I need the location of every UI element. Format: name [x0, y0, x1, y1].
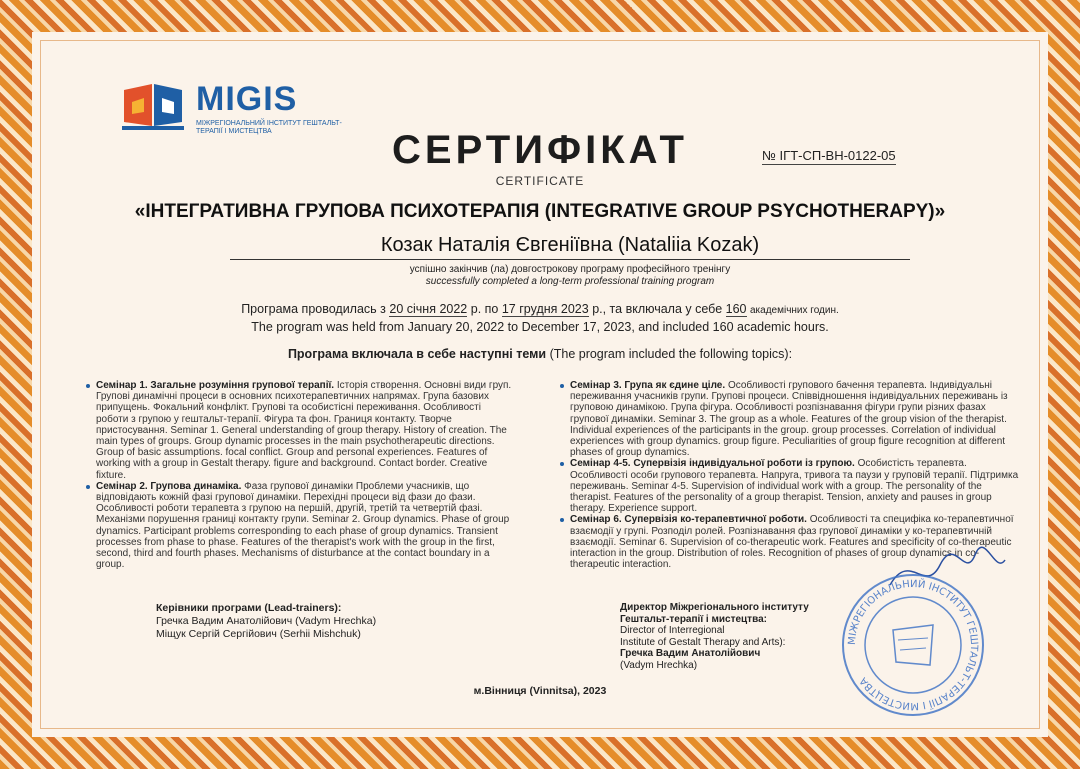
- topic-text: Фаза групової динаміки Проблеми учасників, що відповідають кожній фазі групової динаміки. Перехідні процеси від фази до фази. Особливості роботи терапевта з групою на першій, другій, третій та четвертій фазі. Механізми порушення границі контакту групи. Seminar 2. Group dynamics. Phase of group dynamics. Participant problems corresponding to each phase of group dynamics. Transient processes from phase to phase. Features of the therapist's work with the group in the first, second, third and fourth phases. Mechanisms of disturbance at the contact boundary in a group.: [96, 480, 510, 571]
- lead-trainers-heading: Керівники програми (Lead-trainers):: [156, 602, 342, 614]
- held-mid1: р. по: [470, 302, 499, 316]
- certificate-title: СЕРТИФІКАТ: [392, 128, 688, 172]
- topic-item: [86, 380, 516, 481]
- logo-name: MIGIS: [196, 80, 298, 118]
- topic-text: Особливості та специфіка ко-терапевтичної взаємодії у групі. Розподіл ролей. Розпізнавання фаз групової динаміки у ко-терапевтичній взаємодії. Seminar 6. Supervision of co-therapeutic work. Features and specificity of co-therapeutic interaction in the group. Distribution of roles. Recognition of phases of group dynamics in co-therapeutic interaction.: [570, 514, 1014, 571]
- topics-left-column: [86, 380, 516, 570]
- trainer-name: Міщук Сергій Сергійович (Serhii Mishchuk): [156, 628, 361, 640]
- completed-text-uk: успішно закінчив (ла) довгострокову програму професійного тренінгу: [409, 264, 731, 275]
- migis-logo: [122, 76, 342, 136]
- topics-heading: [100, 347, 980, 361]
- logo-subtitle: МІЖРЕГІОНАЛЬНИЙ ІНСТИТУТ ГЕШТАЛЬТ-ТЕРАПІЇ І МИСТЕЦТВА: [196, 120, 342, 135]
- migis-logo-icon: [122, 82, 184, 132]
- recipient-name: Козак Наталія Євгеніївна (Nataliia Kozak): [230, 234, 910, 260]
- completed-text-en: successfully completed a long-term professional training program: [425, 276, 715, 287]
- topic-title: Семінар 2. Групова динаміка.: [96, 480, 242, 492]
- topic-title: Семінар 1. Загальне розуміння групової терапії.: [96, 380, 335, 391]
- program-title: «ІНТЕГРАТИВНА ГРУПОВА ПСИХОТЕРАПІЯ (INTEGRATIVE GROUP PSYCHOTHERAPY)»: [134, 201, 946, 222]
- lead-trainers: [156, 602, 516, 641]
- director-block: [620, 602, 860, 671]
- topic-text: Історія створення. Основні види груп. Групові динамічні процеси в основних психотерапевтичних напрямах. Група базових припущень. Фокальний конфлікт. Групові та особистісні переживання. Особливості роботи з групою у гештальт-терапії. Фігура та фон. Границя контакту. Творче пристосування. Seminar 1. General understanding of group therapy. History of creation. The main types of groups. Group dynamic processes in the main psychotherapeutic directions. Group of basic assumptions. focal conflict. Group and personal experiences. Features of working with a group in Gestalt therapy. figure and background. Contact border. Creative fixture.: [96, 380, 512, 481]
- held-mid2: р., та включала у себе: [592, 302, 723, 316]
- program-dates-uk: [100, 302, 980, 316]
- stamp-text: МІЖРЕГІОНАЛЬНИЙ ІНСТИТУТ ГЕШТАЛЬТ-ТЕРАПІЇ І МИСТЕЦТВА: [846, 578, 980, 712]
- director-name-en: (Vadym Hrechka): [620, 659, 698, 671]
- topics-heading-uk: Програма включала в себе наступні теми: [287, 347, 547, 361]
- held-prefix: Програма проводилась з: [241, 302, 386, 316]
- topic-title: Семінар 4-5. Супервізія індивідуальної роботи із групою.: [570, 458, 855, 470]
- topic-title: Семінар 6. Супервізія ко-терапевтичної роботи.: [570, 514, 807, 526]
- certificate-subtitle: CERTIFICATE: [495, 174, 585, 188]
- topics-heading-en: (The program included the following topics):: [549, 347, 793, 361]
- trainer-name: Гречка Вадим Анатолійович (Vadym Hrechka): [156, 615, 377, 627]
- held-suffix: академічних годин.: [749, 305, 839, 316]
- hours: 160: [725, 302, 747, 316]
- certificate-number: № ІГТ-СП-ВН-0122-05: [762, 148, 896, 163]
- topic-text: Особливості групового бачення терапевта. Індивідуальні переживання учасників групи. Групові процеси. Співвідношення індивідуальних переживань із груповою динамікою. Група фігура. Особливості розпізнавання фігури групи різних фазах групової динаміки. Seminar 3. The group as a whole. Features of the group vision of the therapist. Individual experiences of the participants in the group. group processes. Correlation of individual experiences with group dynamics. group figure. Peculiarities of group figure recognition at different phases of group dynamics.: [570, 380, 1008, 459]
- topic-item: [560, 458, 1022, 514]
- topic-item: [86, 481, 516, 571]
- start-date: 20 січня 2022: [389, 302, 468, 316]
- end-date: 17 грудня 2023: [501, 302, 589, 316]
- city-year: м.Вінниця (Vinnitsa), 2023: [473, 685, 607, 697]
- director-title-uk: Директор Міжрегіонального інституту: [620, 602, 809, 613]
- topic-title: Семінар 3. Група як єдине ціле.: [570, 380, 726, 391]
- director-title-uk-2: Гештальт-терапії і мистецтва:: [620, 613, 767, 625]
- director-title-en-2: Institute of Gestalt Therapy and Arts):: [620, 636, 786, 648]
- director-title-en: Director of Interregional: [620, 625, 725, 636]
- official-stamp-icon: [838, 570, 988, 720]
- topic-item: [560, 380, 1022, 458]
- topic-text: Особистість терапевта. Особливості особи групового терапевта. Напруга, тривога та паузи у груповій терапії. Підтримка переживань. Seminar 4-5. Supervision of individual work with a group. The personality of the therapist. Features of the personality of a group therapist. Tension, anxiety and pauses in group therapy. Experience support.: [570, 458, 1019, 515]
- director-name-uk: Гречка Вадим Анатолійович: [620, 648, 761, 659]
- program-dates-en: The program was held from January 20, 2022 to December 17, 2023, and included 160 academic hours.: [251, 320, 829, 334]
